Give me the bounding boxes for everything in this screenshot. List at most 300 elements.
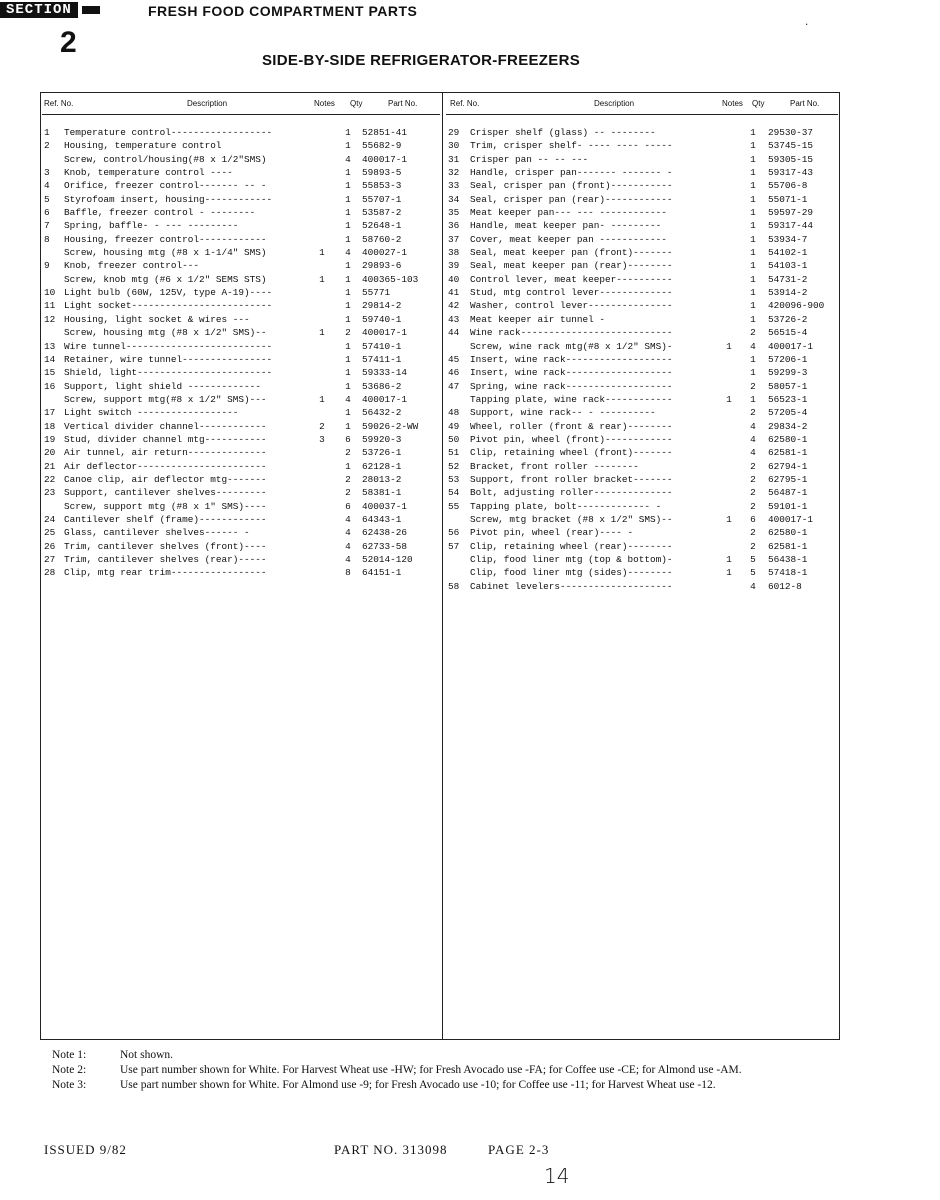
part-number: 57411-1 (362, 353, 402, 365)
ref-number: 29 (448, 127, 460, 138)
ref-number: 52 (448, 460, 460, 472)
table-row (446, 219, 838, 232)
table-row (446, 540, 838, 553)
description: Stud, divider channel mtg----------- (64, 433, 267, 445)
table-row (446, 566, 838, 579)
quantity: 1 (345, 460, 351, 472)
description: Tapping plate, bolt------------- - (470, 500, 662, 512)
part-number: 57410-1 (362, 340, 402, 352)
quantity: 1 (750, 220, 756, 232)
quantity: 1 (750, 207, 756, 219)
quantity: 1 (750, 300, 756, 312)
footer-issued: ISSUED 9/82 (44, 1142, 127, 1157)
table-row (42, 233, 440, 246)
table-row (446, 139, 838, 152)
description: Trim, cantilever shelves (rear)----- (64, 554, 267, 565)
description: Seal, meat keeper pan (rear)-------- (470, 260, 673, 272)
part-number: 400017-1 (362, 153, 408, 165)
ref-number: 26 (44, 540, 56, 552)
ref-number: 27 (44, 554, 56, 565)
description: Bolt, adjusting roller-------------- (470, 487, 673, 499)
table-row (446, 446, 838, 459)
table-body-right (446, 115, 838, 593)
part-number: 400027-1 (362, 247, 408, 259)
part-number: 29814-2 (362, 300, 402, 312)
part-number: 400017-1 (362, 393, 408, 405)
part-number: 55682-9 (362, 140, 402, 152)
table-row (446, 433, 838, 446)
quantity: 2 (750, 527, 756, 539)
note-ref: 3 (319, 433, 325, 445)
ref-number: 33 (448, 180, 460, 192)
ref-number: 30 (448, 140, 460, 152)
part-number: 55706-8 (768, 180, 808, 192)
part-number: 56515-4 (768, 327, 808, 339)
quantity: 1 (750, 313, 756, 325)
table-row (42, 460, 440, 473)
description: Support, wine rack-- - ---------- (470, 407, 656, 419)
ref-number: 2 (44, 140, 50, 152)
quantity: 4 (345, 554, 351, 565)
quantity: 1 (750, 260, 756, 272)
part-number: 400365-103 (362, 273, 419, 285)
description: Air tunnel, air return-------------- (64, 447, 267, 459)
table-row (446, 166, 838, 179)
quantity: 1 (345, 180, 351, 192)
description: Screw, support mtg (#8 x 1" SMS)---- (64, 500, 267, 512)
description: Light socket------------------------- (64, 300, 273, 312)
note-ref: 1 (726, 567, 732, 579)
ref-number: 15 (44, 367, 56, 379)
part-number: 62128-1 (362, 460, 402, 472)
quantity: 2 (750, 487, 756, 499)
part-number: 59305-15 (768, 153, 814, 165)
note-text: Use part number shown for White. For Harvest Wheat use -HW; for Fresh Avocado use -FA; for Coffee use -CE; for Almond use -AM. (120, 1064, 742, 1076)
table-row (42, 193, 440, 206)
description: Light switch ------------------ (64, 407, 239, 419)
description: Air deflector----------------------- (64, 460, 267, 472)
table-row (446, 313, 838, 326)
header-ref: Ref. No. (450, 99, 480, 108)
quantity: 5 (750, 554, 756, 565)
description: Pivot pin, wheel (front)------------ (470, 433, 673, 445)
part-number: 55771 (362, 287, 391, 299)
part-number: 57206-1 (768, 353, 808, 365)
ref-number: 34 (448, 193, 460, 205)
part-number: 53726-1 (362, 447, 402, 459)
part-number: 62733-58 (362, 540, 408, 552)
quantity: 1 (345, 380, 351, 392)
ref-number: 7 (44, 220, 50, 232)
table-row (446, 580, 838, 593)
handwritten-page-number: 14 (544, 1164, 570, 1188)
table-row (446, 553, 838, 566)
part-number: 59920-3 (362, 433, 402, 445)
note-ref: 1 (319, 247, 325, 259)
part-number: 53587-2 (362, 207, 402, 219)
part-number: 400017-1 (768, 340, 814, 352)
quantity: 4 (345, 153, 351, 165)
table-row (42, 446, 440, 459)
description: Support, cantilever shelves--------- (64, 487, 267, 499)
quantity: 1 (345, 287, 351, 299)
note-label: Note 2: (52, 1064, 87, 1076)
description: Cabinet levelers-------------------- (470, 580, 673, 592)
table-row (42, 420, 440, 433)
ref-number: 8 (44, 233, 50, 245)
table-row (42, 473, 440, 486)
description: Wine rack--------------------------- (470, 327, 673, 339)
ref-number: 1 (44, 127, 50, 138)
part-number: 55853-3 (362, 180, 402, 192)
parts-table-right (446, 92, 838, 593)
ref-number: 35 (448, 207, 460, 219)
note-ref: 1 (319, 273, 325, 285)
table-row (42, 273, 440, 286)
quantity: 6 (345, 500, 351, 512)
table-row (446, 259, 838, 272)
table-row (42, 553, 440, 566)
table-row (42, 326, 440, 339)
table-row (42, 526, 440, 539)
ref-number: 44 (448, 327, 460, 339)
part-number: 58057-1 (768, 380, 808, 392)
ref-number: 20 (44, 447, 56, 459)
ref-number: 6 (44, 207, 50, 219)
description: Temperature control------------------ (64, 127, 273, 138)
table-row (42, 353, 440, 366)
quantity: 1 (345, 367, 351, 379)
description: Light bulb (60W, 125V, type A-19)---- (64, 287, 273, 299)
quantity: 1 (345, 420, 351, 432)
description: Spring, wine rack------------------- (470, 380, 673, 392)
part-number: 52851-41 (362, 127, 408, 138)
note-2 (52, 1063, 860, 1078)
part-number: 59101-1 (768, 500, 808, 512)
table-row (42, 406, 440, 419)
header-part: Part No. (388, 99, 418, 108)
description: Trim, crisper shelf- ---- ---- ----- (470, 140, 673, 152)
section-rule (82, 6, 100, 14)
description: Wheel, roller (front & rear)-------- (470, 420, 673, 432)
table-row (446, 126, 838, 139)
ref-number: 24 (44, 513, 56, 525)
table-row (446, 406, 838, 419)
description: Handle, crisper pan------- ------- - (470, 167, 673, 179)
part-number: 52014-120 (362, 554, 413, 565)
part-number: 56438-1 (768, 554, 808, 565)
table-row (42, 380, 440, 393)
description: Shield, light------------------------ (64, 367, 273, 379)
part-number: 29834-2 (768, 420, 808, 432)
part-number: 52648-1 (362, 220, 402, 232)
quantity: 2 (750, 460, 756, 472)
part-number: 62438-26 (362, 527, 408, 539)
table-row (446, 206, 838, 219)
ref-number: 39 (448, 260, 460, 272)
note-ref: 1 (319, 393, 325, 405)
description: Seal, crisper pan (rear)------------ (470, 193, 673, 205)
part-number: 59597-29 (768, 207, 814, 219)
description: Clip, retaining wheel (front)------- (470, 447, 673, 459)
quantity: 2 (345, 327, 351, 339)
part-number: 58760-2 (362, 233, 402, 245)
part-number: 6012-8 (768, 580, 802, 592)
description: Retainer, wire tunnel---------------- (64, 353, 273, 365)
ref-number: 51 (448, 447, 460, 459)
ref-number: 49 (448, 420, 460, 432)
description: Bracket, front roller -------- (470, 460, 639, 472)
ref-number: 4 (44, 180, 50, 192)
note-ref: 2 (319, 420, 325, 432)
section-title: FRESH FOOD COMPARTMENT PARTS (148, 3, 418, 19)
table-row (446, 486, 838, 499)
note-text: Not shown. (120, 1049, 174, 1061)
quantity: 1 (345, 167, 351, 179)
part-number: 64343-1 (362, 513, 402, 525)
ref-number: 36 (448, 220, 460, 232)
part-number: 59026-2-WW (362, 420, 419, 432)
table-row (446, 420, 838, 433)
note-3 (52, 1078, 860, 1093)
description: Insert, wine rack------------------- (470, 353, 673, 365)
description: Insert, wine rack------------------- (470, 367, 673, 379)
part-number: 55071-1 (768, 193, 808, 205)
quantity: 4 (750, 580, 756, 592)
quantity: 2 (750, 473, 756, 485)
part-number: 59740-1 (362, 313, 402, 325)
part-number: 53914-2 (768, 287, 808, 299)
ref-number: 42 (448, 300, 460, 312)
part-number: 56523-1 (768, 393, 808, 405)
table-row (42, 166, 440, 179)
ref-number: 41 (448, 287, 460, 299)
quantity: 2 (345, 473, 351, 485)
parts-table-left (42, 92, 440, 580)
table-row (42, 500, 440, 513)
part-number: 400037-1 (362, 500, 408, 512)
table-row (42, 313, 440, 326)
description: Screw, knob mtg (#6 x 1/2" SEMS STS) (64, 273, 267, 285)
ref-number: 21 (44, 460, 56, 472)
table-row (446, 393, 838, 406)
table-row (446, 326, 838, 339)
description: Control lever, meat keeper---------- (470, 273, 673, 285)
table-row (446, 286, 838, 299)
table-row (446, 233, 838, 246)
quantity: 2 (750, 380, 756, 392)
table-header-left (42, 92, 440, 115)
table-row (446, 460, 838, 473)
part-number: 64151-1 (362, 567, 402, 579)
section-header-bar (0, 2, 100, 18)
quantity: 1 (345, 313, 351, 325)
part-number: 62794-1 (768, 460, 808, 472)
ref-number: 18 (44, 420, 56, 432)
note-ref: 1 (319, 327, 325, 339)
ref-number: 11 (44, 300, 56, 312)
part-number: 400017-1 (362, 327, 408, 339)
ref-number: 40 (448, 273, 460, 285)
quantity: 1 (345, 127, 351, 138)
ref-number: 53 (448, 473, 460, 485)
quantity: 1 (345, 220, 351, 232)
description: Cantilever shelf (frame)------------ (64, 513, 267, 525)
part-number: 62581-1 (768, 447, 808, 459)
quantity: 4 (345, 540, 351, 552)
description: Stud, mtg control lever------------- (470, 287, 673, 299)
part-number: 57418-1 (768, 567, 808, 579)
ref-number: 37 (448, 233, 460, 245)
header-qty: Qty (350, 99, 363, 108)
header-description: Description (594, 99, 635, 108)
table-row (446, 526, 838, 539)
note-label: Note 3: (52, 1079, 87, 1091)
table-row (42, 259, 440, 272)
quantity: 4 (345, 527, 351, 539)
part-number: 62581-1 (768, 540, 808, 552)
description: Handle, meat keeper pan- --------- (470, 220, 662, 232)
description: Meat keeper pan--- --- ------------ (470, 207, 667, 219)
description: Clip, mtg rear trim----------------- (64, 567, 267, 579)
footer-page: PAGE 2-3 (488, 1142, 550, 1157)
description: Knob, freezer control--- (64, 260, 200, 272)
quantity: 1 (345, 140, 351, 152)
quantity: 1 (750, 353, 756, 365)
part-number: 57205-4 (768, 407, 808, 419)
quantity: 2 (750, 407, 756, 419)
description: Clip, retaining wheel (rear)-------- (470, 540, 673, 552)
description: Styrofoam insert, housing------------ (64, 193, 273, 205)
ref-number: 46 (448, 367, 460, 379)
description: Support, front roller bracket------- (470, 473, 673, 485)
ref-number: 23 (44, 487, 56, 499)
table-row (42, 299, 440, 312)
table-row (42, 126, 440, 139)
part-number: 29530-37 (768, 127, 814, 138)
table-body-left (42, 115, 440, 580)
description: Support, light shield ------------- (64, 380, 261, 392)
section-number: 2 (60, 26, 77, 59)
quantity: 6 (345, 433, 351, 445)
description: Screw, control/housing(#8 x 1/2"SMS) (64, 153, 267, 165)
ref-number: 22 (44, 473, 56, 485)
ref-number: 47 (448, 380, 460, 392)
ref-number: 54 (448, 487, 460, 499)
note-1 (52, 1048, 860, 1063)
ref-number: 16 (44, 380, 56, 392)
ref-number: 50 (448, 433, 460, 445)
quantity: 1 (345, 353, 351, 365)
ref-number: 25 (44, 527, 56, 539)
note-ref: 1 (726, 393, 732, 405)
part-number: 62580-1 (768, 527, 808, 539)
quantity: 4 (750, 433, 756, 445)
ref-number: 19 (44, 433, 56, 445)
quantity: 1 (750, 153, 756, 165)
corner-mark: . (804, 18, 810, 28)
quantity: 1 (750, 287, 756, 299)
quantity: 4 (750, 340, 756, 352)
ref-number: 55 (448, 500, 460, 512)
description: Crisper pan -- -- --- (470, 153, 589, 165)
table-row (42, 179, 440, 192)
description: Canoe clip, air deflector mtg------- (64, 473, 267, 485)
description: Trim, cantilever shelves (front)---- (64, 540, 267, 552)
description: Crisper shelf (glass) -- -------- (470, 127, 656, 138)
quantity: 1 (345, 207, 351, 219)
note-label: Note 1: (52, 1049, 87, 1061)
description: Spring, baffle- - --- --------- (64, 220, 239, 232)
description: Screw, housing mtg (#8 x 1-1/4" SMS) (64, 247, 267, 259)
description: Screw, support mtg(#8 x 1/2" SMS)--- (64, 393, 267, 405)
column-divider (442, 92, 443, 1040)
description: Housing, freezer control------------ (64, 233, 267, 245)
part-number: 56487-1 (768, 487, 808, 499)
quantity: 1 (750, 127, 756, 138)
quantity: 1 (750, 180, 756, 192)
ref-number: 31 (448, 153, 460, 165)
quantity: 2 (345, 447, 351, 459)
quantity: 4 (345, 513, 351, 525)
ref-number: 9 (44, 260, 50, 272)
table-row (42, 393, 440, 406)
table-row (446, 353, 838, 366)
quantity: 4 (345, 393, 351, 405)
header-notes: Notes (314, 99, 335, 108)
table-row (42, 433, 440, 446)
table-row (42, 540, 440, 553)
quantity: 1 (750, 393, 756, 405)
part-number: 53686-2 (362, 380, 402, 392)
description: Housing, light socket & wires --- (64, 313, 250, 325)
quantity: 1 (345, 340, 351, 352)
note-ref: 1 (726, 340, 732, 352)
table-row (42, 566, 440, 579)
table-row (446, 500, 838, 513)
part-number: 28013-2 (362, 473, 402, 485)
description: Knob, temperature control ---- (64, 167, 233, 179)
table-row (446, 179, 838, 192)
ref-number: 32 (448, 167, 460, 179)
quantity: 4 (750, 420, 756, 432)
table-row (446, 193, 838, 206)
quantity: 1 (750, 167, 756, 179)
description: Orifice, freezer control------- -- - (64, 180, 267, 192)
header-part: Part No. (790, 99, 820, 108)
table-row (42, 513, 440, 526)
footer-part-number: PART NO. 313098 (334, 1142, 448, 1157)
description: Wire tunnel-------------------------- (64, 340, 273, 352)
table-row (42, 139, 440, 152)
quantity: 1 (345, 260, 351, 272)
note-ref: 1 (726, 513, 732, 525)
table-row (42, 153, 440, 166)
quantity: 1 (750, 273, 756, 285)
part-number: 53745-15 (768, 140, 814, 152)
table-row (446, 380, 838, 393)
quantity: 1 (345, 273, 351, 285)
ref-number: 56 (448, 527, 460, 539)
part-number: 59317-44 (768, 220, 814, 232)
description: Meat keeper air tunnel - (470, 313, 606, 325)
quantity: 2 (345, 487, 351, 499)
quantity: 4 (345, 247, 351, 259)
header-description: Description (187, 99, 228, 108)
description: Tapping plate, wine rack------------ (470, 393, 673, 405)
ref-number: 3 (44, 167, 50, 179)
description: Seal, crisper pan (front)----------- (470, 180, 673, 192)
